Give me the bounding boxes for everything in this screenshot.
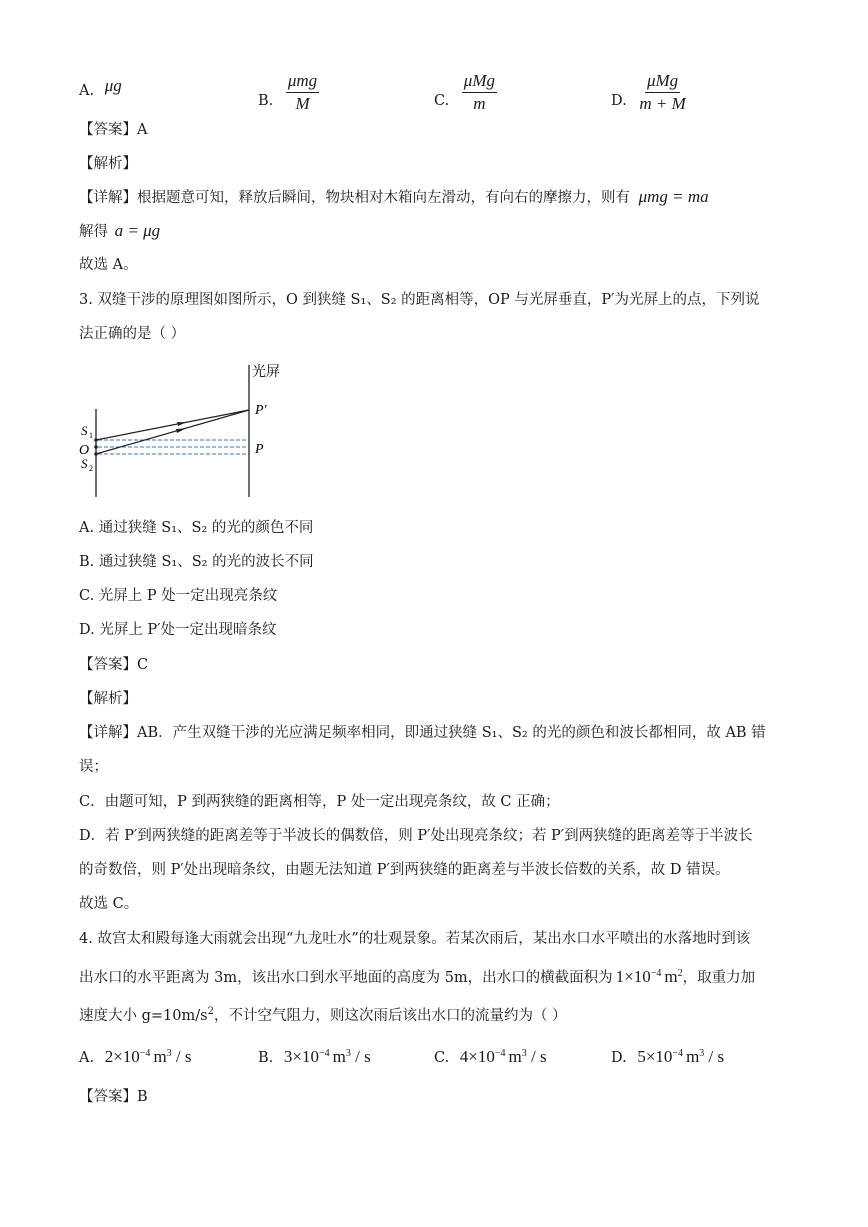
- option-exponent: −4: [672, 1048, 684, 1060]
- option-exponent: −4: [139, 1048, 151, 1060]
- option-tail: / s: [350, 1047, 371, 1066]
- option-coefficient: 4×10: [459, 1047, 495, 1066]
- arrowhead: [177, 422, 186, 426]
- gravity-unit-exponent: 2: [207, 1006, 214, 1018]
- option-unit-exponent: 3: [699, 1048, 705, 1060]
- denominator: m: [473, 94, 486, 113]
- numerator: μmg: [286, 72, 319, 93]
- q3-detail-line-5: 的奇数倍，则 P′处出现暗条纹，由题无法知道 P′到两狭缝的距离差与半波长倍数的关系，故 D 错误。: [79, 862, 730, 878]
- label-s1-sub: 1: [89, 431, 93, 440]
- label-s2-sub: 2: [89, 464, 93, 473]
- arrowhead: [176, 428, 186, 433]
- q2-detail: [79, 187, 709, 208]
- q2-solve: [79, 221, 160, 242]
- point-o: [94, 445, 98, 449]
- q2-answer: 【答案】A: [79, 122, 148, 138]
- option-unit-exponent: 3: [166, 1048, 172, 1060]
- ray-s1: [96, 410, 249, 440]
- q2-analysis: 【解析】: [79, 156, 137, 172]
- option-tail: / s: [704, 1047, 725, 1066]
- q3-option-c: C. 光屏上 P 处一定出现亮条纹: [79, 588, 278, 604]
- option-expression: μg: [104, 76, 122, 95]
- q4-option-b: [258, 1047, 371, 1068]
- label-o: O: [79, 443, 90, 458]
- detail-text: 【详解】根据题意可知，释放后瞬间，物块相对木箱向左滑动，有向右的摩擦力，则有: [79, 190, 630, 206]
- screen-label: 光屏: [252, 365, 280, 380]
- option-unit: m: [508, 1047, 522, 1066]
- option-unit-exponent: 3: [345, 1048, 351, 1060]
- stem-text: ，取重力加: [682, 970, 756, 986]
- slit-point-s2: [94, 452, 98, 456]
- q4-stem-line-3: [79, 1006, 567, 1026]
- numerator: μMg: [645, 72, 680, 93]
- q3-detail-line-1: 【详解】AB．产生双缝干涉的光应满足频率相同，即通过狭缝 S₁、S₂ 的光的颜色和波长都相同，故 AB 错: [79, 725, 766, 741]
- denominator: M: [295, 94, 310, 113]
- denominator: m + M: [639, 94, 686, 113]
- stem-text: ，不计空气阻力，则这次雨后该出水口的流量约为（ ）: [213, 1008, 567, 1024]
- q4-option-c: [434, 1047, 547, 1068]
- slit-point-s1: [94, 438, 98, 442]
- option-unit: m: [686, 1047, 700, 1066]
- q2-option-a: [79, 76, 122, 101]
- fraction: [286, 72, 319, 114]
- option-unit: m: [332, 1047, 346, 1066]
- q4-option-d: [611, 1047, 724, 1068]
- option-tail: / s: [171, 1047, 192, 1066]
- area-unit-exponent: 2: [677, 968, 683, 980]
- option-unit: m: [153, 1047, 167, 1066]
- option-letter: A.: [79, 83, 95, 99]
- fraction: [462, 72, 497, 114]
- option-letter: C.: [434, 1050, 450, 1066]
- option-tail: / s: [526, 1047, 547, 1066]
- solve-text: 解得: [79, 224, 108, 240]
- detail-equation: μmg = ma: [638, 187, 709, 206]
- q3-answer: 【答案】C: [79, 657, 149, 673]
- stem-text: 速度大小 g=10m/s: [79, 1008, 208, 1024]
- option-coefficient: 5×10: [637, 1047, 673, 1066]
- q3-stem-line-2: 法正确的是（ ）: [79, 326, 186, 342]
- label-s1: S: [81, 423, 88, 438]
- option-letter: A.: [79, 1050, 95, 1066]
- stem-text: 出水口的水平距离为 3m，该出水口到水平地面的高度为 5m，出水口的横截面积为: [79, 970, 613, 986]
- q2-option-d: [611, 72, 686, 114]
- q2-option-c: [434, 72, 497, 114]
- q3-stem-line-1: 3. 双缝干涉的原理图如图所示，O 到狭缝 S₁、S₂ 的距离相等，OP 与光屏垂直，P′为光屏上的点，下列说: [79, 292, 760, 308]
- option-coefficient: 3×10: [283, 1047, 319, 1066]
- q2-choose: 故选 A。: [79, 257, 138, 273]
- q3-option-d: D. 光屏上 P′处一定出现暗条纹: [79, 622, 277, 638]
- q3-analysis: 【解析】: [79, 691, 137, 707]
- q3-option-a: A. 通过狭缝 S₁、S₂ 的光的颜色不同: [79, 520, 314, 536]
- option-letter: B.: [258, 93, 274, 109]
- area-coefficient: 1×10: [615, 967, 651, 986]
- option-letter: D.: [611, 93, 627, 109]
- q2-option-b: [258, 72, 319, 114]
- q4-stem-line-1: 4. 故宫太和殿每逢大雨就会出现“九龙吐水”的壮观景象。若某次雨后，某出水口水平喷出的水落地时到该: [79, 931, 751, 947]
- area-exponent: −4: [650, 968, 662, 980]
- q4-stem-line-2: [79, 967, 755, 988]
- option-exponent: −4: [318, 1048, 330, 1060]
- label-p: P: [255, 442, 264, 457]
- option-letter: C.: [434, 93, 450, 109]
- option-letter: D.: [611, 1050, 627, 1066]
- option-unit-exponent: 3: [521, 1048, 527, 1060]
- q4-answer: 【答案】B: [79, 1089, 148, 1105]
- solve-equation: a = μg: [114, 221, 161, 240]
- numerator: μMg: [462, 72, 497, 93]
- label-p-prime: P′: [255, 403, 267, 418]
- double-slit-diagram: [76, 357, 291, 502]
- option-coefficient: 2×10: [104, 1047, 140, 1066]
- q3-detail-line-3: C．由题可知，P 到两狭缝的距离相等，P 处一定出现亮条纹，故 C 正确；: [79, 794, 560, 810]
- option-letter: B.: [258, 1050, 274, 1066]
- area-unit: m: [664, 967, 678, 986]
- q3-detail-line-4: D．若 P′到两狭缝的距离差等于半波长的偶数倍，则 P′处出现亮条纹；若 P′到两狭缝的距离差等于半波长: [79, 828, 753, 844]
- q3-choose: 故选 C。: [79, 896, 139, 912]
- label-s2: S: [81, 456, 88, 471]
- q4-option-a: [79, 1047, 192, 1068]
- q3-option-b: B. 通过狭缝 S₁、S₂ 的光的波长不同: [79, 554, 314, 570]
- option-exponent: −4: [494, 1048, 506, 1060]
- fraction: [639, 72, 685, 114]
- q3-detail-line-2: 误；: [79, 759, 108, 775]
